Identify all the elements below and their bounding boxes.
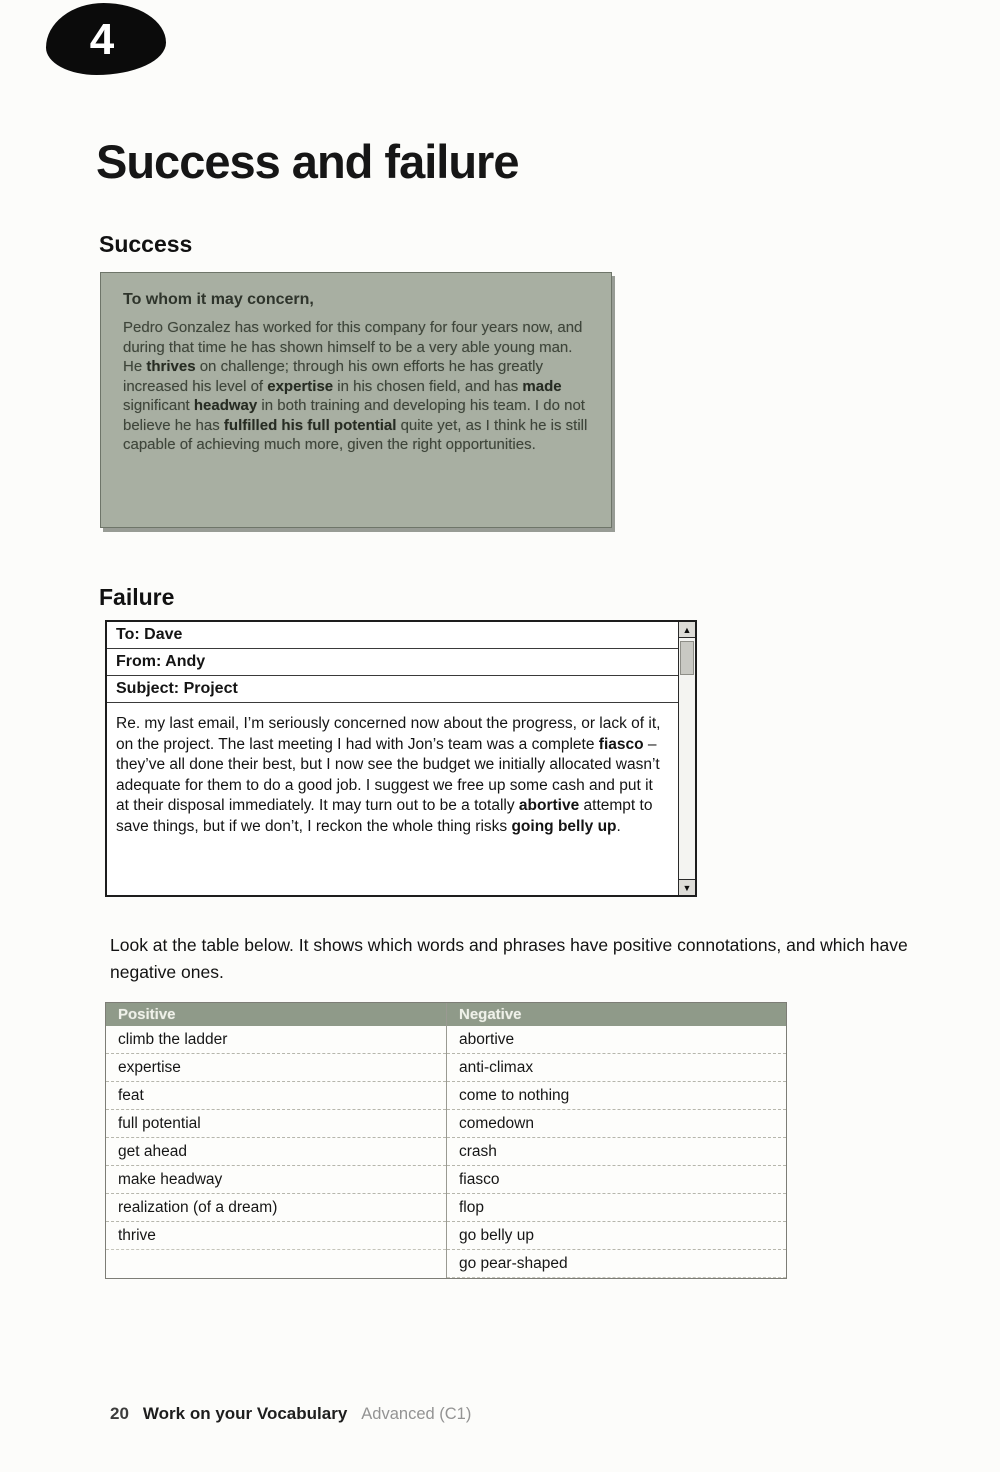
- body-text-segment: on challenge; through his own efforts he has greatly increased his level of: [123, 358, 543, 395]
- down-arrow-icon: ▼: [682, 882, 692, 893]
- table-cell: go belly up: [447, 1222, 786, 1250]
- table-cell: expertise: [106, 1054, 446, 1082]
- table-cell: make headway: [106, 1166, 446, 1194]
- body-text-segment: significant: [123, 397, 194, 414]
- scrollbar-thumb[interactable]: [680, 641, 694, 675]
- reference-letter-card: [100, 272, 612, 528]
- instruction-text: Look at the table below. It shows which words and phrases have positive connotations, and which have negative ones.: [110, 935, 908, 982]
- page-footer: [110, 1404, 471, 1424]
- highlighted-vocab-word: made: [522, 377, 562, 395]
- positive-column-header: Positive: [106, 1003, 446, 1026]
- letter-body: [123, 318, 589, 455]
- body-text-segment: in both training and developing his team. I do not believe he has: [123, 397, 585, 434]
- negative-word-list: [447, 1026, 786, 1278]
- connotations-table: [105, 1002, 787, 1279]
- table-cell: fiasco: [447, 1166, 786, 1194]
- unit-number: 4: [89, 15, 115, 64]
- table-cell: full potential: [106, 1110, 446, 1138]
- email-from-row: From: Andy: [107, 649, 678, 676]
- body-text-segment: in his chosen field, and has: [333, 377, 523, 395]
- page-number: 20: [110, 1404, 129, 1423]
- body-text-segment: attempt to save things, but if we don’t, I reckon the whole thing risks: [116, 797, 653, 835]
- highlighted-vocab-word: headway: [193, 397, 258, 414]
- up-arrow-icon: ▲: [682, 624, 692, 635]
- table-cell: anti-climax: [447, 1054, 786, 1082]
- failure-section-heading: Failure: [99, 584, 175, 610]
- scroll-down-button[interactable]: [679, 879, 695, 895]
- table-cell: feat: [106, 1082, 446, 1110]
- negative-column-header: Negative: [447, 1003, 786, 1026]
- body-text-segment: – they’ve all done their best, but I now see the budget we initially allocated wasn’t adequate for them to do a good job. I suggest we free up some cash and put it at their disposal immediately. It may turn out to be a totally: [116, 735, 660, 814]
- table-cell: climb the ladder: [106, 1026, 446, 1054]
- table-cell: come to nothing: [447, 1082, 786, 1110]
- email-body: [107, 703, 678, 837]
- scrollbar-track[interactable]: [679, 639, 695, 878]
- positive-word-list: [106, 1026, 446, 1278]
- highlighted-vocab-word: expertise: [267, 377, 334, 395]
- body-text-segment: .: [616, 817, 621, 835]
- success-section-heading: Success: [99, 231, 193, 257]
- letter-salutation: To whom it may concern,: [123, 291, 314, 308]
- email-subject-row: Subject: Project: [107, 676, 678, 703]
- book-title: Work on your Vocabulary: [142, 1404, 348, 1423]
- table-cell: thrive: [106, 1222, 446, 1250]
- table-cell: flop: [447, 1194, 786, 1222]
- highlighted-vocab-word: going belly up: [511, 817, 617, 835]
- positive-column: [106, 1003, 446, 1278]
- highlighted-vocab-word: thrives: [146, 358, 196, 375]
- body-text-segment: Pedro Gonzalez has worked for this company for four years now, and during that time he has shown himself to be a very able young man. He: [123, 319, 583, 375]
- body-text-segment: Re. my last email, I’m seriously concerned now about the progress, or lack of it, on the project. The last meeting I had with Jon’s team was a complete: [116, 715, 661, 753]
- email-content: [107, 622, 678, 895]
- table-cell: abortive: [447, 1026, 786, 1054]
- highlighted-vocab-word: fulfilled his full potential: [223, 416, 397, 434]
- highlighted-vocab-word: abortive: [518, 797, 580, 814]
- highlighted-vocab-word: fiasco: [598, 735, 644, 753]
- email-window: [105, 620, 697, 897]
- email-scrollbar[interactable]: [678, 622, 695, 895]
- scroll-up-button[interactable]: [679, 622, 695, 638]
- body-text-segment: quite yet, as I think he is still capable of achieving much more, given the right opportunities.: [123, 416, 588, 453]
- unit-number-badge: [46, 3, 166, 75]
- table-cell: comedown: [447, 1110, 786, 1138]
- page-title: Success and failure: [96, 135, 519, 188]
- table-cell: get ahead: [106, 1138, 446, 1166]
- negative-column: [446, 1003, 786, 1278]
- email-to-row: To: Dave: [107, 622, 678, 649]
- table-cell: realization (of a dream): [106, 1194, 446, 1222]
- table-cell: go pear-shaped: [447, 1250, 786, 1278]
- table-cell: crash: [447, 1138, 786, 1166]
- book-level: Advanced (C1): [361, 1405, 472, 1423]
